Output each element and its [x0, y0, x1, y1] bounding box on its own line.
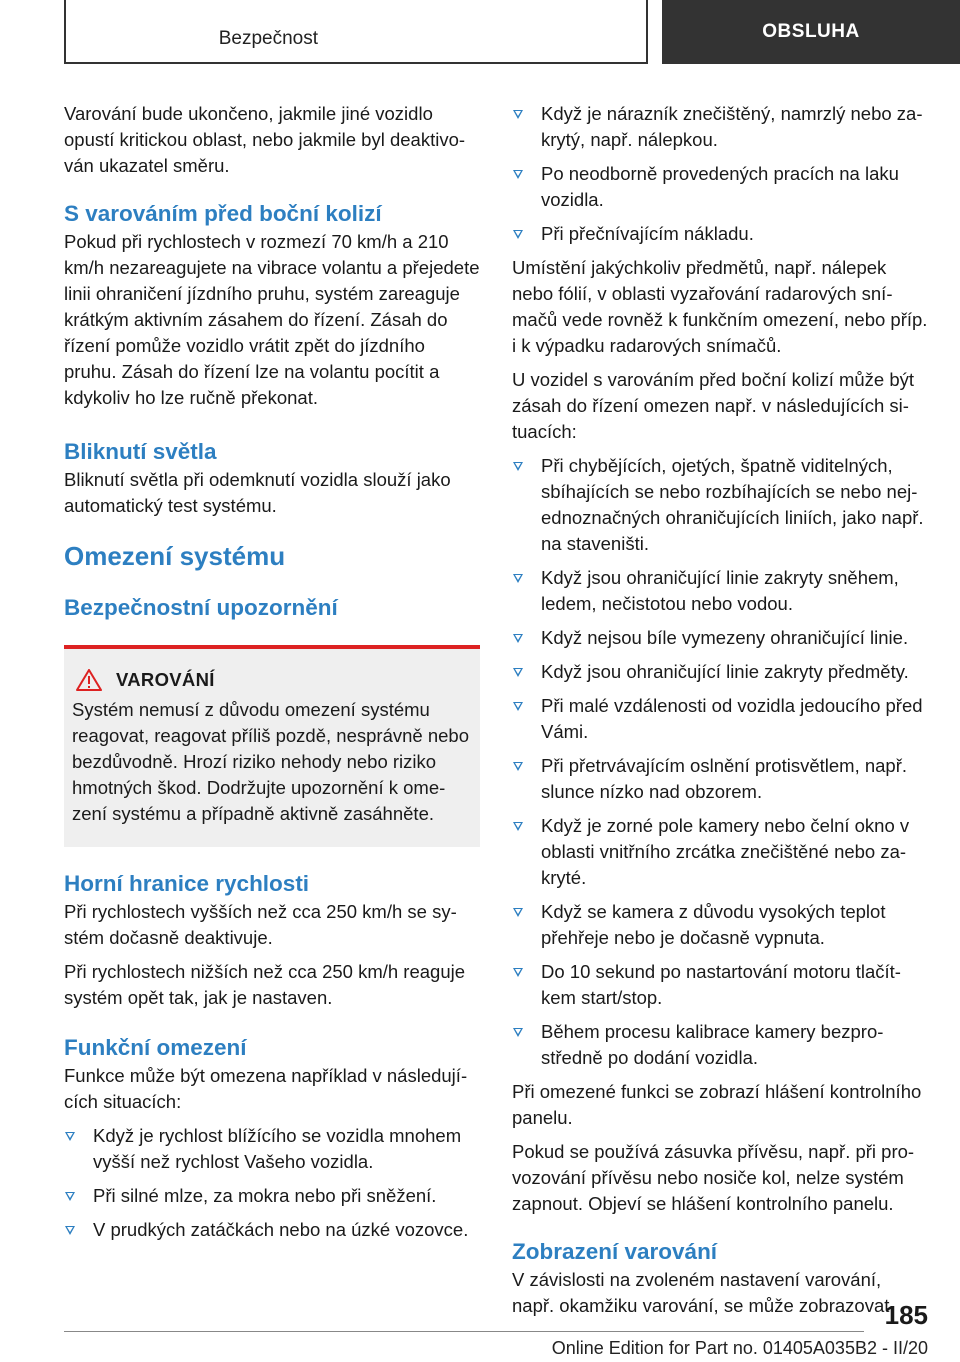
list-item-text: Když nejsou bíle vymezeny ohraničující linie. — [541, 627, 909, 648]
intro-paragraph: Varování bude ukončeno, jakmile jiné vozidlo opustí kritickou oblast, nebo jakmile byl deaktivován ukazatel směru. — [64, 103, 466, 176]
bullet-triangle-icon — [65, 1132, 75, 1141]
list-item — [512, 565, 928, 617]
footer-divider — [64, 1331, 864, 1332]
bullet-triangle-icon — [513, 822, 523, 831]
right-bullet-list-2 — [512, 453, 928, 1071]
reduced-function-paragraph: Při omezené funkci se zobrazí hlášení kontrolního panelu. — [512, 1081, 922, 1128]
side-collision-paragraph: Pokud při rychlostech v rozmezí 70 km/h a 210 km/h nezareagujete na vibrace volantu a přejedete linii ohraničení jízdního pruhu, systém zareaguje krátkým aktivním zásahem do řízení. Zásah do řízení pomůže vozidlo vrátit zpět do jízdního pruhu. Zásah do řízení lze na volantu pocítit a kdykoliv ho lze ručně překonat. — [64, 231, 480, 408]
bullet-triangle-icon — [513, 668, 523, 677]
warning-header — [72, 669, 472, 691]
list-item-text: Když jsou ohraničující linie zakryty předměty. — [541, 661, 909, 682]
list-item — [512, 221, 928, 247]
heading-side-collision: S varováním před boční kolizí — [64, 201, 382, 226]
list-item — [512, 899, 928, 951]
bullet-triangle-icon — [513, 462, 523, 471]
list-item-text: Když je zorné pole kamery nebo čelní okno v oblasti vnitřního zrcátka znečištěné nebo zakryté. — [541, 815, 910, 888]
bullet-triangle-icon — [513, 634, 523, 643]
list-item — [512, 813, 928, 891]
warning-title: VAROVÁNÍ — [116, 669, 215, 690]
bullet-triangle-icon — [513, 908, 523, 917]
list-item-text: Když se kamera z důvodu vysokých teplot přehřeje nebo je dočasně vypnuta. — [541, 901, 886, 948]
bullet-triangle-icon — [513, 1028, 523, 1037]
heading-speed-limit: Horní hranice rychlosti — [64, 871, 310, 896]
list-item-text: Když je rychlost blížícího se vozidla mnohem vyšší než rychlost Vašeho vozidla. — [93, 1125, 462, 1172]
heading-warning-display: Zobrazení varování — [512, 1239, 718, 1264]
header-chapter-tab[interactable]: OBSLUHA — [662, 0, 960, 64]
list-item-text: Při přečnívajícím nákladu. — [541, 223, 754, 244]
list-item — [512, 659, 928, 685]
vehicles-paragraph: U vozidel s varováním před boční kolizí může být zásah do řízení omezen např. v následujících situacích: — [512, 369, 915, 442]
light-flash-paragraph: Bliknutí světla při odemknutí vozidla slouží jako automatický test systému. — [64, 469, 451, 516]
bullet-triangle-icon — [513, 574, 523, 583]
bullet-triangle-icon — [65, 1192, 75, 1201]
warning-display-paragraph: V závislosti na zvoleném nastavení varování, např. okamžiku varování, se může zobrazovat — [512, 1269, 890, 1316]
heading-safety-notes: Bezpečnostní upozornění — [64, 595, 338, 620]
functional-limits-paragraph: Funkce může být omezena například v následujících situacích: — [64, 1065, 468, 1112]
list-item — [64, 1123, 480, 1175]
list-item-text: Když jsou ohraničující linie zakryty sněhem, ledem, nečistotou nebo vodou. — [541, 567, 899, 614]
bullet-triangle-icon — [513, 170, 523, 179]
left-bullet-list — [64, 1123, 480, 1243]
left-column — [64, 101, 480, 1251]
bullet-triangle-icon — [513, 230, 523, 239]
edition-footer: Online Edition for Part no. 01405A035B2 - II/20 — [551, 1338, 928, 1358]
warning-text: Systém nemusí z důvodu omezení systému reagovat, reagovat příliš pozdě, nesprávně nebo bezdůvodně. Hrozí riziko nehody nebo riziko hmotných škod. Dodržujte upozornění k omezení systému a případně aktivně zasáhněte. — [72, 699, 469, 824]
speed-paragraph-1: Při rychlostech vyšších než cca 250 km/h se systém dočasně deaktivuje. — [64, 901, 457, 948]
trailer-paragraph: Pokud se používá zásuvka přívěsu, např. při provozování přívěsu nebo nosiče kol, nelze systém zapnout. Objeví se hlášení kontrolního panelu. — [512, 1141, 915, 1214]
header-section-title: Bezpečnost — [218, 28, 318, 49]
heading-system-limits: Omezení systému — [64, 541, 286, 571]
list-item — [512, 959, 928, 1011]
list-item-text: Během procesu kalibrace kamery bezprostředně po dodání vozidla. — [541, 1021, 884, 1068]
list-item — [512, 1019, 928, 1071]
list-item — [512, 161, 928, 213]
list-item-text: Při chybějících, ojetých, špatně viditelných, sbíhajících se nebo rozbíhajících se nebo nejednoznačných ohraničujících liniích, jako např. na staveništi. — [541, 455, 924, 554]
list-item-text: Po neodborně provedených pracích na laku vozidla. — [541, 163, 899, 210]
objects-paragraph: Umístění jakýchkoliv předmětů, např. nálepek nebo fólií, v oblasti vyzařování radarových snímačů vede rovněž k funkčním omezení, nebo příp. i k výpadku radarových snímačů. — [512, 257, 928, 356]
speed-paragraph-2: Při rychlostech nižších než cca 250 km/h reaguje systém opět tak, jak je nastaven. — [64, 961, 466, 1008]
list-item — [512, 101, 928, 153]
list-item-text: Při malé vzdálenosti od vozidla jedoucího před Vámi. — [541, 695, 923, 742]
list-item-text: V prudkých zatáčkách nebo na úzké vozovce. — [93, 1219, 469, 1240]
bullet-triangle-icon — [65, 1226, 75, 1235]
right-column — [512, 101, 928, 1327]
list-item — [64, 1183, 480, 1209]
list-item — [512, 453, 928, 557]
bullet-triangle-icon — [513, 702, 523, 711]
list-item — [512, 753, 928, 805]
warning-triangle-icon — [76, 669, 102, 691]
bullet-triangle-icon — [513, 110, 523, 119]
warning-box — [64, 645, 480, 847]
heading-light-flash: Bliknutí světla — [64, 439, 217, 464]
heading-functional-limits: Funkční omezení — [64, 1035, 247, 1060]
list-item-text: Do 10 sekund po nastartování motoru tlačítkem start/stop. — [541, 961, 901, 1008]
header-frame — [64, 0, 648, 64]
bullet-triangle-icon — [513, 968, 523, 977]
list-item — [512, 693, 928, 745]
list-item-text: Když je nárazník znečištěný, namrzlý nebo zakrytý, např. nálepkou. — [541, 103, 923, 150]
bullet-triangle-icon — [513, 762, 523, 771]
page-number: 185 — [884, 1300, 928, 1330]
right-bullet-list-1 — [512, 101, 928, 247]
list-item — [64, 1217, 480, 1243]
list-item-text: Při přetrvávajícím oslnění protisvětlem, např. slunce nízko nad obzorem. — [541, 755, 908, 802]
list-item-text: Při silné mlze, za mokra nebo při sněžení. — [93, 1185, 437, 1206]
list-item — [512, 625, 928, 651]
